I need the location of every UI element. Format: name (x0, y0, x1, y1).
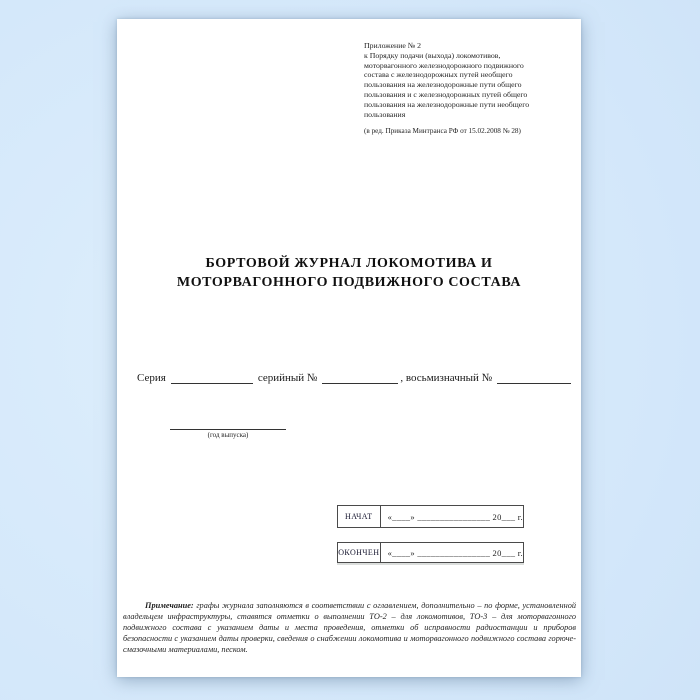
document-page (117, 19, 581, 677)
amendment-note: (в ред. Приказа Минтранса РФ от 15.02.2008 № 28) (364, 127, 521, 136)
document-title-line1: БОРТОВОЙ ЖУРНАЛ ЛОКОМОТИВА И (205, 256, 493, 271)
series-row (137, 371, 575, 384)
finished-date-blank: «____» ________________ 20___ г. (387, 547, 523, 558)
started-label: НАЧАТ (338, 506, 381, 527)
appendix-reference-line: Приложение № 2 (364, 41, 422, 50)
finished-box (337, 542, 524, 563)
year-of-issue-caption: (год выпуска) (207, 431, 249, 439)
eight-digit-number-label: , восьмизначный № (400, 372, 493, 384)
started-box (337, 505, 524, 528)
finished-label: ОКОНЧЕН (338, 543, 381, 562)
appendix-reference-line: состава с железнодорожных путей необщего (364, 70, 513, 80)
footnote-label: Примечание: (145, 601, 194, 610)
appendix-reference-line: пользования на железнодорожные пути общего (364, 80, 522, 90)
footnote-text: графы журнала заполняются в соответствии с оглавлением, дополнительно – по форме, установленной владельцем инфраструктуры, ставятся отметки о выполнении ТО-2 – для локомотивов, ТО-3 – для моторвагонного подвижного состава с указанием даты и места проведения, отметки об исправности радиостанции и приборов безопасности с указанием даты проверки, сведения о снабжении локомотива и моторвагонного подвижного состава горюче-смазочными материалами, песком. (123, 601, 576, 654)
appendix-reference-line: пользования и с железнодорожных путей общего (364, 89, 528, 99)
year-of-issue-field (170, 429, 286, 439)
appendix-reference-line: пользования (364, 109, 406, 119)
serial-number-label: серийный № (257, 372, 318, 384)
serial-number-blank-line (322, 371, 398, 384)
eight-digit-number-blank-line (497, 371, 571, 384)
appendix-reference-line: моторвагонного железнодорожного подвижного (364, 60, 524, 70)
appendix-reference-block (364, 41, 574, 137)
document-title (117, 255, 581, 292)
series-label: Серия (137, 372, 166, 384)
appendix-reference-line: к Порядку подачи (выхода) локомотивов, (364, 50, 501, 60)
footnote (123, 600, 576, 655)
document-title-line2: МОТОРВАГОННОГО ПОДВИЖНОГО СОСТАВА (176, 274, 522, 290)
appendix-reference-line: пользования на железнодорожные пути необщего (364, 99, 530, 109)
series-blank-line (171, 371, 253, 384)
started-date-blank: «____» ________________ 20___ г. (387, 511, 523, 522)
